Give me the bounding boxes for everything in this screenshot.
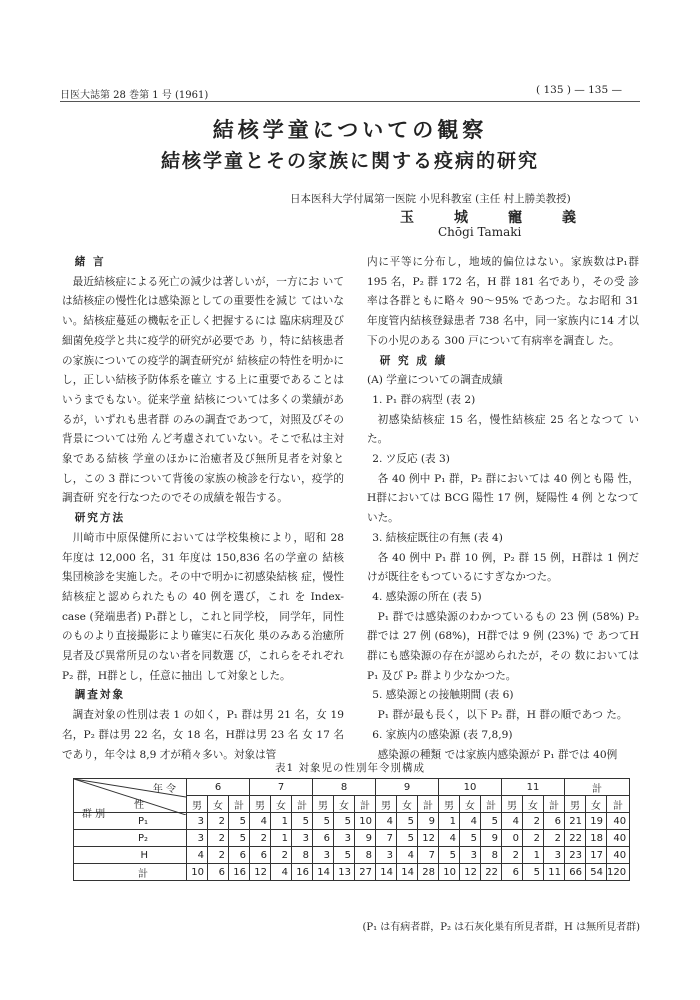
table-cell: 2 [544, 830, 565, 847]
table-body [74, 813, 630, 881]
table-cell: 1 [271, 813, 292, 830]
table-cell: 3 [544, 847, 565, 864]
table-cell: 5 [439, 847, 460, 864]
corner-label-age: 年 令 [152, 784, 176, 795]
author-name-en: Chōgi Tamaki [438, 225, 522, 239]
table-cell: 7 [376, 830, 397, 847]
table-cell: 4 [397, 847, 418, 864]
table-cell: 7 [418, 847, 439, 864]
table-row [74, 847, 630, 864]
table-1 [73, 778, 630, 881]
table-cell: 8 [481, 847, 502, 864]
sex-header: 計 [355, 796, 376, 813]
sex-header: 女 [586, 796, 607, 813]
table-cell: 23 [565, 847, 586, 864]
section-heading-subjects: 調査対象 [74, 689, 126, 702]
table-cell: 12 [460, 864, 481, 881]
table-cell: 5 [481, 813, 502, 830]
result-item-1-heading: 1. P₁ 群の病型 (表 2) [372, 393, 476, 406]
table-row [74, 830, 630, 847]
table-cell: 40 [607, 830, 630, 847]
table-cell: 16 [229, 864, 250, 881]
table-cell: 2 [502, 847, 523, 864]
table-cell: 4 [376, 813, 397, 830]
corner-label-group: 群 別 [82, 809, 106, 820]
table-cell: 3 [376, 847, 397, 864]
table-cell: 9 [418, 813, 439, 830]
age-header: 11 [502, 779, 565, 796]
age-header: 計 [565, 779, 630, 796]
sex-header: 計 [607, 796, 630, 813]
table-cell: 8 [355, 847, 376, 864]
table-cell: 1 [523, 847, 544, 864]
sex-header: 男 [565, 796, 586, 813]
table-cell: 6 [208, 864, 229, 881]
table-cell: 1 [271, 830, 292, 847]
table-1-note: (P₁ は有病者群，P₂ は石灰化巣有所見者群，H は無所見者群) [362, 922, 640, 933]
table-corner-cell [74, 779, 187, 820]
table-cell: 19 [586, 813, 607, 830]
sex-header: 計 [418, 796, 439, 813]
sex-header: 女 [334, 796, 355, 813]
table-cell: 3 [292, 830, 313, 847]
table-cell: 9 [355, 830, 376, 847]
table-cell: 6 [250, 847, 271, 864]
table-cell: 5 [334, 847, 355, 864]
right-column [367, 253, 639, 765]
table-cell: 12 [250, 864, 271, 881]
table-cell: 22 [481, 864, 502, 881]
result-item-6-text: 感染源の種類 では家族内感染源が P₁ 群では 40例 [377, 748, 618, 761]
table-cell: 40 [607, 847, 630, 864]
sex-header: 計 [544, 796, 565, 813]
section-heading-results: 研 究 成 績 [379, 354, 448, 367]
intro-paragraph: 最近結核症による死亡の減少は著しいが，一方にお いては結核症の慢性化は感染源としての重要性を減じ てはいない。結核症蔓延の機転を正しく把握するには 臨床病理及び細菌免疫学と共に疫学的研究が必要であ り，特に結核患者の家族についての疫学的調査研究が 結核症の特性を明かにし，正しい結核予防体系を確立 する上に重要であることはいうまでもない。従来学童 結核については多くの業績があるが，いずれも患者群 のみの調査であつて，対照及びその背景については殆 んど考慮されていない。そこで私は主対象である結核 学童のほかに治癒者及び無所見者を対象とし，この 3 群について背後の家族の検診を行ない，疫学的調査研 究を行なつたのでその成績を報告する。 [62, 275, 344, 505]
subjects-continued-paragraph: 内に平等に分布し，地域的偏位はない。家族数はP₁群 195 名，P₂ 群 172 名，H 群 181 名であり，その受 診率は各群ともに略々 90～95% であつた。なお昭和 31 年度管内結核登録患者 738 名中，同一家族内に14 才以下の小児のある 300 戸について有病率を調査し た。 [367, 256, 639, 347]
table-cell: 120 [607, 864, 630, 881]
result-item-5-heading: 5. 感染源との接触期間 (表 6) [372, 689, 514, 702]
sex-header: 女 [208, 796, 229, 813]
row-label: 計 [74, 864, 187, 881]
paper-subtitle: 結核学童とその家族に関する疫病的研究 [160, 150, 539, 172]
table-cell: 4 [460, 813, 481, 830]
age-header: 9 [376, 779, 439, 796]
table-cell: 10 [187, 864, 208, 881]
result-item-6-heading: 6. 家族内の感染源 (表 7,8,9) [372, 728, 513, 741]
table-row [74, 813, 630, 830]
result-item-5-text: P₁ 群が最も長く，以下 P₂ 群，H 群の順であつ た。 [377, 709, 628, 722]
sex-header: 男 [439, 796, 460, 813]
table-cell: 40 [607, 813, 630, 830]
sex-header: 男 [313, 796, 334, 813]
table-row [74, 864, 630, 881]
journal-citation: 日医大誌第 28 巻第 1 号 (1961) [60, 90, 209, 101]
table-cell: 11 [544, 864, 565, 881]
table-cell: 2 [208, 830, 229, 847]
results-subheading-a: (A) 学童についての調査成績 [367, 374, 503, 387]
section-heading-method: 研究方法 [74, 512, 126, 525]
table-cell: 5 [229, 830, 250, 847]
header-rule [60, 101, 640, 102]
age-header: 6 [187, 779, 250, 796]
result-item-2-heading: 2. ツ反応 (表 3) [372, 453, 450, 466]
table-cell: 4 [502, 813, 523, 830]
table-cell: 4 [439, 830, 460, 847]
table-cell: 9 [481, 830, 502, 847]
sex-header: 男 [187, 796, 208, 813]
table-cell: 1 [439, 813, 460, 830]
sex-header: 計 [229, 796, 250, 813]
method-paragraph: 川崎市中原保健所においては学校集検により，昭和 28 年度は 12,000 名，31 年度は 150,836 名の学童の 結核集団検診を実施した。その中で明かに初感染結核 症，慢性結核症と認められたもの 40 例を選び，これ を Index-case (発端患者) P₁群とし，これと同学校， 同学年，同性のものより直接撮影により確実に石灰化 巣のみある治癒所見者及び異常所見のない者を同数選 び，これらをそれぞれ P₂ 群，H群とし，任意に抽出 して対象とした。 [62, 531, 344, 682]
table-cell: 2 [208, 847, 229, 864]
subjects-paragraph: 調査対象の性別は表 1 の如く，P₁ 群は男 21 名，女 19 名，P₂ 群は男 22 名，女 18 名，H群は男 23 名 女 17 名であり，年令は 8,9 才が稍々多い。対象は管 [62, 709, 344, 761]
table-cell: 28 [418, 864, 439, 881]
sex-header: 男 [250, 796, 271, 813]
sex-header: 男 [376, 796, 397, 813]
row-label: H [74, 847, 187, 864]
table-cell: 3 [187, 813, 208, 830]
age-header: 10 [439, 779, 502, 796]
affiliation: 日本医科大学付属第一医院 小児科教室 (主任 村上勝美教授) [290, 193, 571, 205]
sex-header: 男 [502, 796, 523, 813]
table-cell: 3 [313, 847, 334, 864]
table-cell: 5 [460, 830, 481, 847]
age-header: 8 [313, 779, 376, 796]
table-cell: 5 [523, 864, 544, 881]
table-cell: 12 [418, 830, 439, 847]
table-cell: 4 [187, 847, 208, 864]
table-cell: 27 [355, 864, 376, 881]
table-cell: 5 [313, 813, 334, 830]
table-cell: 10 [355, 813, 376, 830]
result-item-1-text: 初感染結核症 15 名，慢性結核症 25 名となつて いた。 [367, 413, 639, 446]
table-cell: 2 [250, 830, 271, 847]
table-cell: 2 [523, 830, 544, 847]
table-cell: 8 [292, 847, 313, 864]
author-name-jp: 玉城寵義 [400, 210, 616, 226]
table-cell: 6 [229, 847, 250, 864]
table-cell: 5 [292, 813, 313, 830]
table-cell: 18 [586, 830, 607, 847]
table-cell: 6 [502, 864, 523, 881]
table-cell: 21 [565, 813, 586, 830]
table-cell: 3 [460, 847, 481, 864]
row-label: P₂ [74, 830, 187, 847]
corner-label-sex: 性 [134, 800, 144, 811]
row-label: P₁ [74, 813, 187, 830]
result-item-3-heading: 3. 結核症既往の有無 (表 4) [372, 531, 503, 544]
result-item-2-text: 各 40 例中 P₁ 群，P₂ 群においては 40 例とも陽 性，H群においては BCG 陽性 17 例，疑陽性 4 例 となつていた。 [367, 472, 639, 525]
result-item-4-text: P₁ 群では感染源のわかつているもの 23 例 (58%) P₂ 群では 27 例 (68%)，H群では 9 例 (23%) で あつてH群にも感染源の存在が認められたが，その 数においては P₁ 及び P₂ 群より少なかつた。 [367, 610, 639, 682]
table-cell: 6 [313, 830, 334, 847]
table-cell: 3 [334, 830, 355, 847]
table-cell: 0 [502, 830, 523, 847]
table-cell: 10 [439, 864, 460, 881]
table-cell: 4 [250, 813, 271, 830]
table-cell: 5 [334, 813, 355, 830]
table-cell: 6 [544, 813, 565, 830]
table-cell: 14 [313, 864, 334, 881]
table-cell: 66 [565, 864, 586, 881]
page-number: ( 135 ) — 135 — [536, 84, 622, 96]
result-item-3-text: 各 40 例中 P₁ 群 10 例，P₂ 群 15 例，H群は 1 例だけが既往をもつているにすぎなかつた。 [367, 551, 639, 584]
table-cell: 2 [523, 813, 544, 830]
table-cell: 14 [397, 864, 418, 881]
table-header-row-ages [74, 779, 630, 796]
sex-header: 女 [271, 796, 292, 813]
table-cell: 14 [376, 864, 397, 881]
section-heading-intro: 緒 言 [74, 256, 106, 268]
table-cell: 22 [565, 830, 586, 847]
sex-header: 計 [481, 796, 502, 813]
age-header: 7 [250, 779, 313, 796]
sex-header: 女 [397, 796, 418, 813]
table-cell: 3 [187, 830, 208, 847]
table-cell: 5 [397, 813, 418, 830]
table-cell: 2 [208, 813, 229, 830]
table-cell: 17 [586, 847, 607, 864]
left-column [62, 253, 344, 765]
table-cell: 2 [271, 847, 292, 864]
sex-header: 女 [523, 796, 544, 813]
table-cell: 5 [397, 830, 418, 847]
sex-header: 女 [460, 796, 481, 813]
table-cell: 4 [271, 864, 292, 881]
table-cell: 13 [334, 864, 355, 881]
table-1-caption: 表1 対象児の性別年令別構成 [274, 762, 426, 774]
table-cell: 16 [292, 864, 313, 881]
paper-title: 結核学童についての観察 [212, 117, 488, 142]
table-cell: 5 [229, 813, 250, 830]
table-cell: 54 [586, 864, 607, 881]
sex-header: 計 [292, 796, 313, 813]
result-item-4-heading: 4. 感染源の所在 (表 5) [372, 590, 482, 603]
